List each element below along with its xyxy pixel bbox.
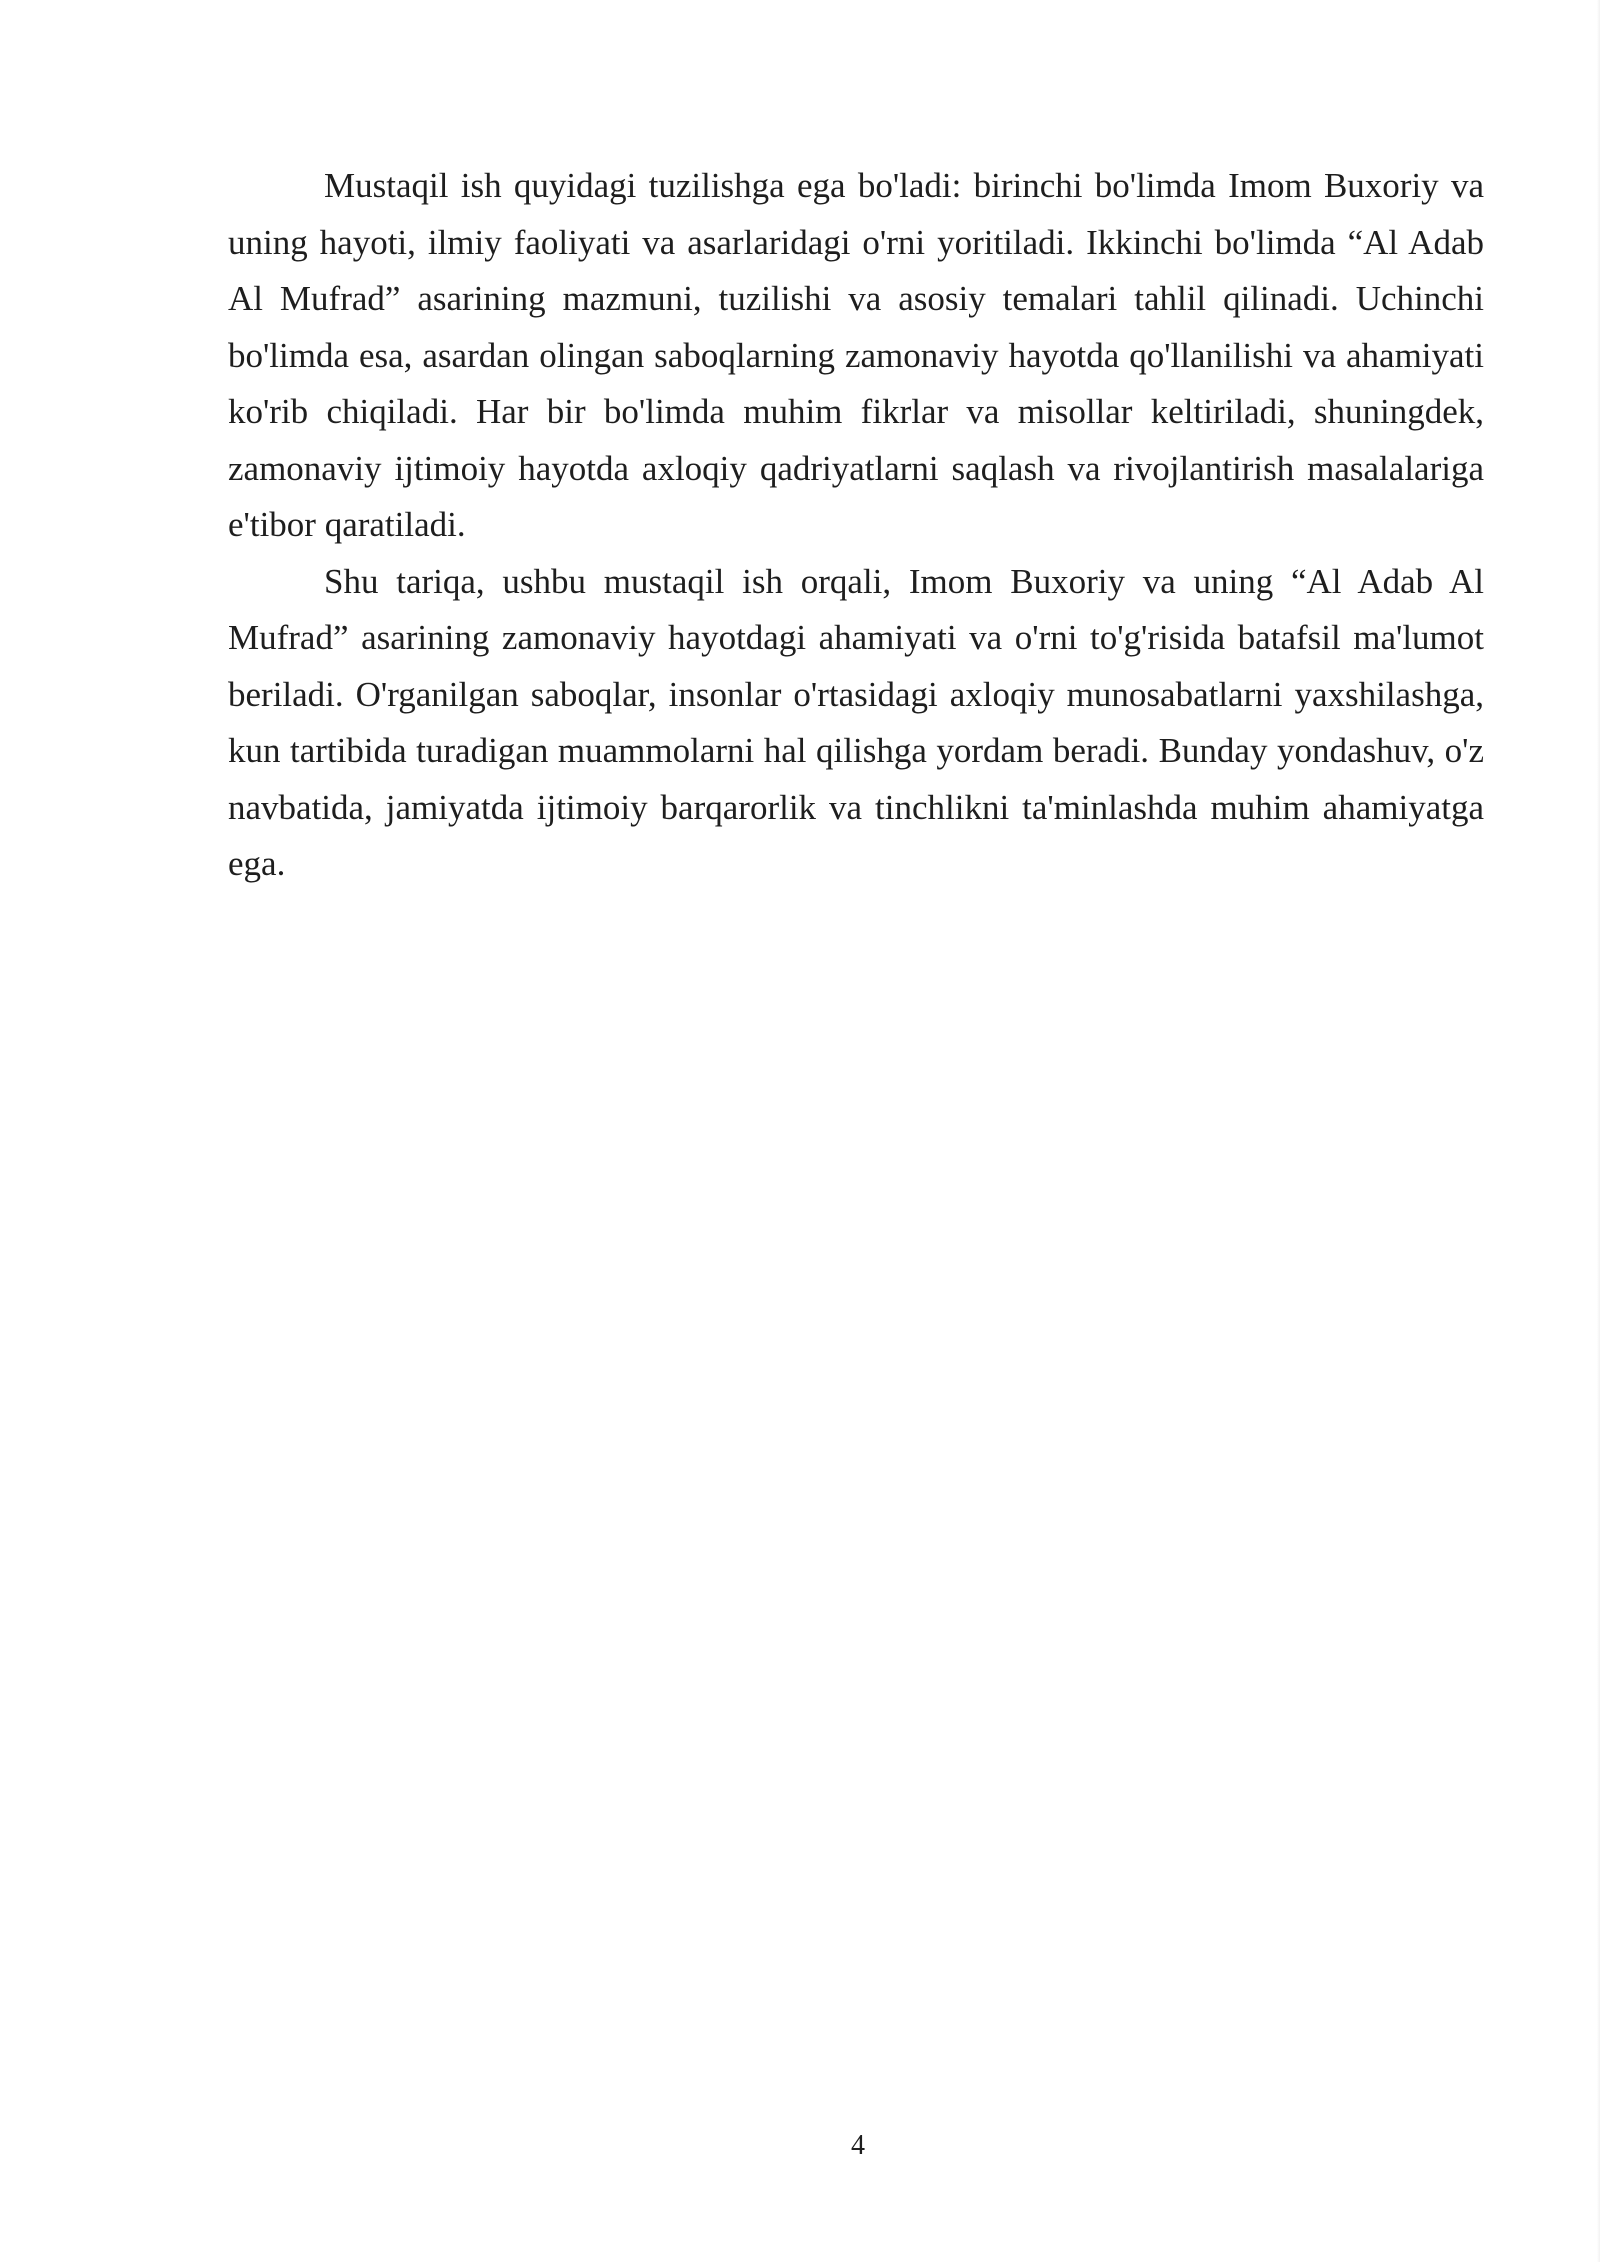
body-text (228, 158, 1484, 893)
page-number: 4 (851, 2130, 865, 2161)
paragraph-conclusion: Shu tariqa, ushbu mustaqil ish orqali, Imom Buxoriy va uning “Al Adab Al Mufrad” asarining zamonaviy hayotdagi ahamiyati va o'rni to'g'risida batafsil ma'lumot beriladi. O'rganilgan saboqlar, insonlar o'rtasidagi axloqiy munosabatlarni yaxshilashga, kun tartibida turadigan muammolarni hal qilishga yordam beradi. Bunday yondashuv, o'z navbatida, jamiyatda ijtimoiy barqarorlik va tinchlikni ta'minlashda muhim ahamiyatga ega. (228, 561, 1484, 883)
paragraph-structure: Mustaqil ish quyidagi tuzilishga ega bo'ladi: birinchi bo'limda Imom Buxoriy va uning hayoti, ilmiy faoliyati va asarlaridagi o'rni yoritiladi. Ikkinchi bo'limda “Al Adab Al Mufrad” asarining mazmuni, tuzilishi va asosiy temalari tahlil qilinadi. Uchinchi bo'limda esa, asardan olingan saboqlarning zamonaviy hayotda qo'llanilishi va ahamiyati ko'rib chiqiladi. Har bir bo'limda muhim fikrlar va misollar keltiriladi, shuningdek, zamonaviy ijtimoiy hayotda axloqiy qadriyatlarni saqlash va rivojlantirish masalalariga e'tibor qaratiladi. (228, 166, 1484, 544)
